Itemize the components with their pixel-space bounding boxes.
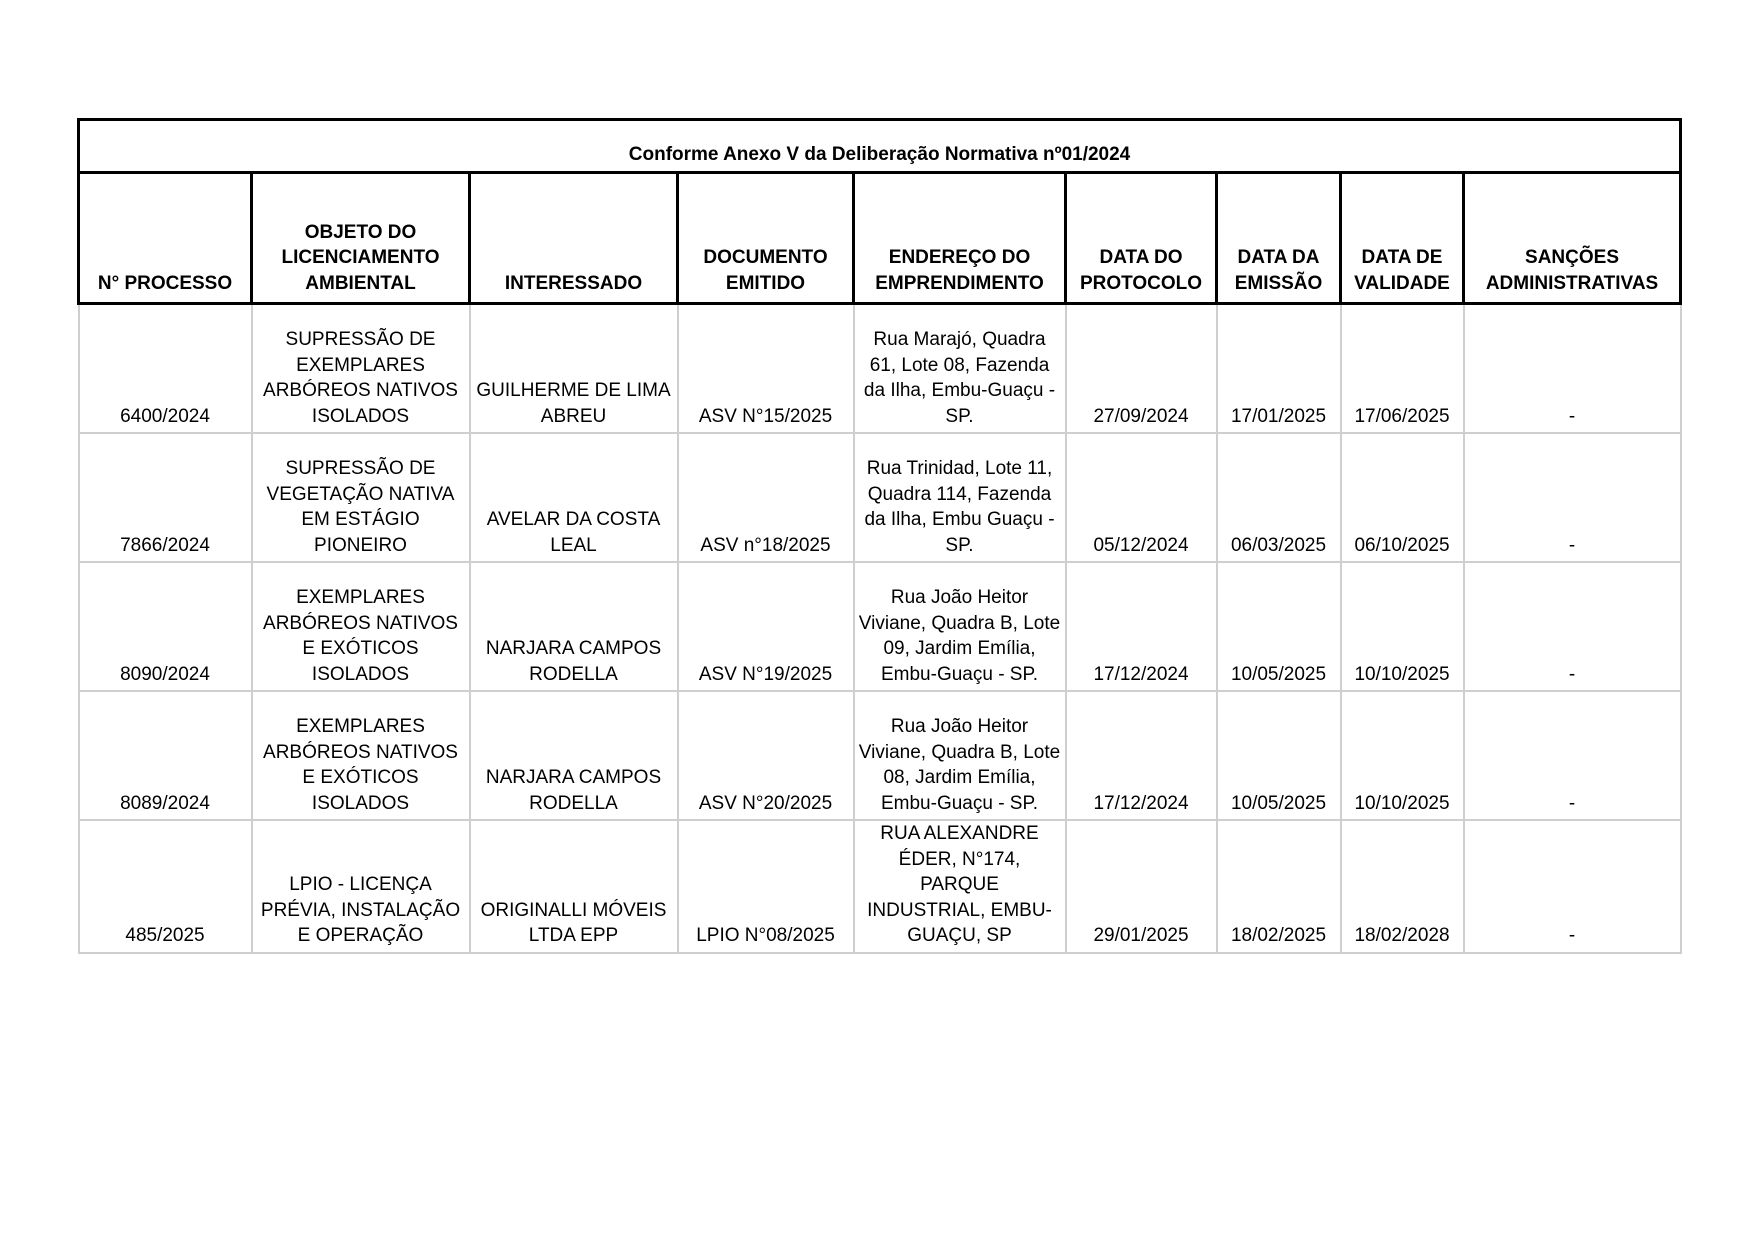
table-header-row: [79, 173, 1681, 304]
table-row: [79, 433, 1681, 562]
cell-objeto: LPIO - LICENÇA PRÉVIA, INSTALAÇÃO E OPERAÇÃO: [252, 820, 470, 953]
cell-objeto: EXEMPLARES ARBÓREOS NATIVOS E EXÓTICOS ISOLADOS: [252, 691, 470, 820]
cell-validade: 10/10/2025: [1341, 562, 1464, 691]
header-objeto: OBJETO DO LICENCIAMENTO AMBIENTAL: [252, 173, 470, 304]
table-row: [79, 304, 1681, 434]
cell-objeto: SUPRESSÃO DE EXEMPLARES ARBÓREOS NATIVOS ISOLADOS: [252, 304, 470, 434]
header-interessado: INTERESSADO: [470, 173, 678, 304]
cell-sancoes: -: [1464, 433, 1681, 562]
cell-emissao: 10/05/2025: [1217, 562, 1341, 691]
cell-documento: LPIO N°08/2025: [678, 820, 854, 953]
cell-interessado: NARJARA CAMPOS RODELLA: [470, 562, 678, 691]
cell-protocolo: 17/12/2024: [1066, 691, 1217, 820]
cell-sancoes: -: [1464, 691, 1681, 820]
header-documento: DOCUMENTO EMITIDO: [678, 173, 854, 304]
cell-endereco: Rua Trinidad, Lote 11, Quadra 114, Fazenda da Ilha, Embu Guaçu - SP.: [854, 433, 1066, 562]
cell-objeto: SUPRESSÃO DE VEGETAÇÃO NATIVA EM ESTÁGIO PIONEIRO: [252, 433, 470, 562]
header-validade: DATA DE VALIDADE: [1341, 173, 1464, 304]
cell-emissao: 10/05/2025: [1217, 691, 1341, 820]
cell-endereco: Rua Marajó, Quadra 61, Lote 08, Fazenda da Ilha, Embu-Guaçu - SP.: [854, 304, 1066, 434]
table-title-row: [79, 120, 1681, 173]
cell-emissao: 18/02/2025: [1217, 820, 1341, 953]
cell-sancoes: -: [1464, 562, 1681, 691]
cell-processo: 8089/2024: [79, 691, 252, 820]
cell-protocolo: 05/12/2024: [1066, 433, 1217, 562]
cell-protocolo: 29/01/2025: [1066, 820, 1217, 953]
header-sancoes: SANÇÕES ADMINISTRATIVAS: [1464, 173, 1681, 304]
header-emissao: DATA DA EMISSÃO: [1217, 173, 1341, 304]
header-processo: N° PROCESSO: [79, 173, 252, 304]
table-row: [79, 562, 1681, 691]
cell-documento: ASV n°18/2025: [678, 433, 854, 562]
cell-sancoes: -: [1464, 820, 1681, 953]
cell-sancoes: -: [1464, 304, 1681, 434]
cell-interessado: NARJARA CAMPOS RODELLA: [470, 691, 678, 820]
cell-endereco: Rua João Heitor Viviane, Quadra B, Lote 09, Jardim Emília, Embu-Guaçu - SP.: [854, 562, 1066, 691]
cell-documento: ASV N°19/2025: [678, 562, 854, 691]
cell-emissao: 17/01/2025: [1217, 304, 1341, 434]
table-row: [79, 691, 1681, 820]
cell-protocolo: 27/09/2024: [1066, 304, 1217, 434]
cell-processo: 8090/2024: [79, 562, 252, 691]
cell-processo: 485/2025: [79, 820, 252, 953]
header-protocolo: DATA DO PROTOCOLO: [1066, 173, 1217, 304]
cell-objeto: EXEMPLARES ARBÓREOS NATIVOS E EXÓTICOS ISOLADOS: [252, 562, 470, 691]
cell-interessado: GUILHERME DE LIMA ABREU: [470, 304, 678, 434]
cell-endereco: RUA ALEXANDRE ÉDER, N°174, PARQUE INDUSTRIAL, EMBU-GUAÇU, SP: [854, 820, 1066, 953]
cell-documento: ASV N°15/2025: [678, 304, 854, 434]
cell-protocolo: 17/12/2024: [1066, 562, 1217, 691]
cell-endereco: Rua João Heitor Viviane, Quadra B, Lote 08, Jardim Emília, Embu-Guaçu - SP.: [854, 691, 1066, 820]
cell-interessado: AVELAR DA COSTA LEAL: [470, 433, 678, 562]
cell-interessado: ORIGINALLI MÓVEIS LTDA EPP: [470, 820, 678, 953]
cell-validade: 10/10/2025: [1341, 691, 1464, 820]
cell-processo: 7866/2024: [79, 433, 252, 562]
cell-validade: 18/02/2028: [1341, 820, 1464, 953]
licensing-table: [77, 118, 1682, 954]
cell-validade: 06/10/2025: [1341, 433, 1464, 562]
table-row: [79, 820, 1681, 953]
header-endereco: ENDEREÇO DO EMPRENDIMENTO: [854, 173, 1066, 304]
licensing-table-container: [77, 118, 1679, 954]
cell-validade: 17/06/2025: [1341, 304, 1464, 434]
cell-processo: 6400/2024: [79, 304, 252, 434]
cell-documento: ASV N°20/2025: [678, 691, 854, 820]
table-title: Conforme Anexo V da Deliberação Normativa nº01/2024: [79, 120, 1681, 173]
cell-emissao: 06/03/2025: [1217, 433, 1341, 562]
